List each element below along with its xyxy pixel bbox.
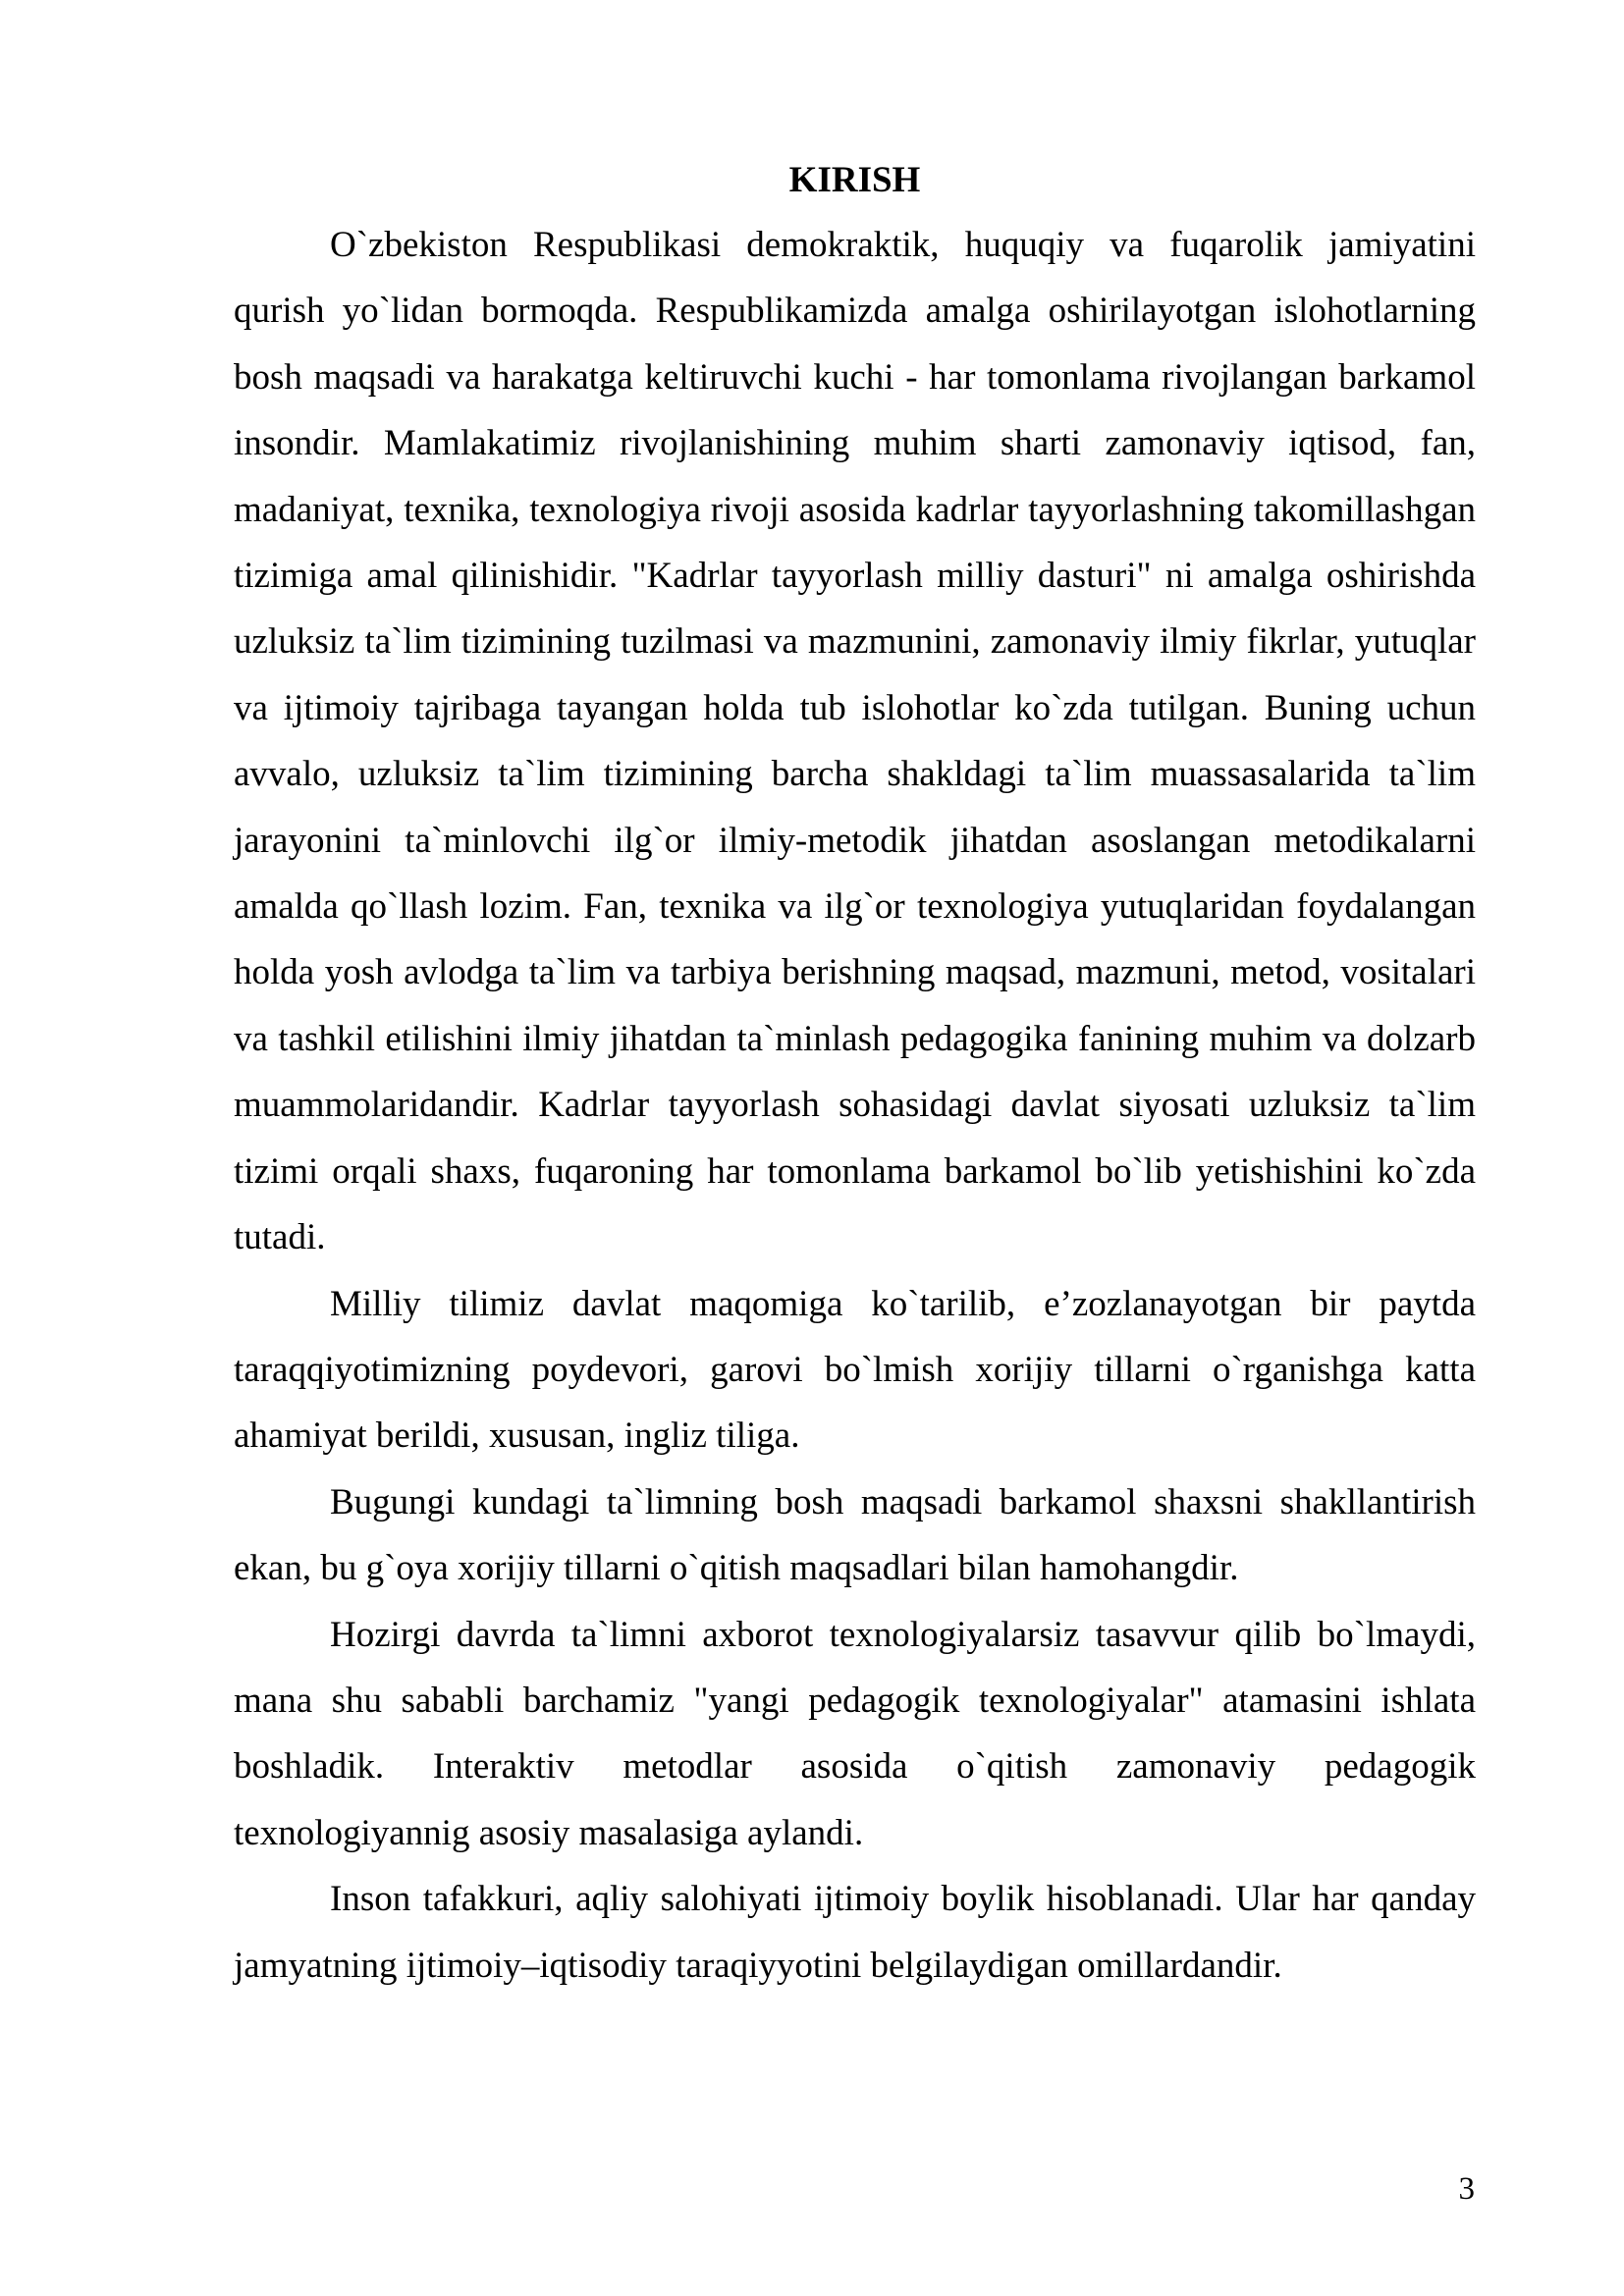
page-body — [234, 149, 1476, 1999]
paragraph-education-goal: Bugungi kundagi ta`limning bosh maqsadi barkamol shaxsni shakllantirish ekan, bu g`oya xorijiy tillarni o`qitish maqsadlari bilan hamohangdir. — [234, 1481, 1476, 1589]
paragraph-intro: O`zbekiston Respublikasi demokraktik, huquqiy va fuqarolik jamiyatini qurish yo`lidan bormoqda. Respublikamizda amalga oshirilayotgan islohotlarning bosh maqsadi va harakatga keltiruvchi kuchi - har tomonlama rivojlangan barkamol insondir. Mamlakatimiz rivojlanishining muhim sharti zamonaviy iqtisod, fan, madaniyat, texnika, texnologiya rivoji asosida kadrlar tayyorlashning takomillashgan tizimiga amal qilinishidir. "Kadrlar tayyorlash milliy dasturi" ni amalga oshirishda uzluksiz ta`lim tizimining tuzilmasi va mazmunini, zamonaviy ilmiy fikrlar, yutuqlar va ijtimoiy tajribaga tayangan holda tub islohotlar ko`zda tutilgan. Buning uchun avvalo, uzluksiz ta`lim tizimining barcha shakldagi ta`lim muassasalarida ta`lim jarayonini ta`minlovchi ilg`or ilmiy-metodik jihatdan asoslangan metodikalarni amalda qo`llash lozim. Fan, texnika va ilg`or texnologiya yutuqlaridan foydalangan holda yosh avlodga ta`lim va tarbiya berishning maqsad, mazmuni, metod, vositalari va tashkil etilishini ilmiy jihatdan ta`minlash pedagogika fanining muhim va dolzarb muammolaridandir. Kadrlar tayyorlash sohasidagi davlat siyosati uzluksiz ta`lim tizimi orqali shaxs, fuqaroning har tomonlama barkamol bo`lib yetishishini ko`zda tutadi. — [234, 225, 1476, 1258]
page-number: 3 — [1458, 2171, 1475, 2207]
paragraph-national-language: Milliy tilimiz davlat maqomiga ko`tarilib, e’zozlanayotgan bir paytda taraqqiyotimizning poydevori, garovi bo`lmish xorijiy tillarni o`rganishga katta ahamiyat berildi, xususan, ingliz tiliga. — [234, 1283, 1476, 1457]
paragraph-technology: Hozirgi davrda ta`limni axborot texnologiyalarsiz tasavvur qilib bo`lmaydi, mana shu sababli barchamiz "yangi pedagogik texnologiyalar" atamasini ishlata boshladik. Interaktiv metodlar asosida o`qitish zamonaviy pedagogik texnologiyannig asosiy masalasiga aylandi. — [234, 1614, 1476, 1853]
page-title: KIRISH — [788, 160, 921, 200]
paragraph-human-intellect: Inson tafakkuri, aqliy salohiyati ijtimoiy boylik hisoblanadi. Ular har qanday jamyatning ijtimoiy–iqtisodiy taraqiyyotini belgilaydigan omillardandir. — [234, 1879, 1476, 1986]
